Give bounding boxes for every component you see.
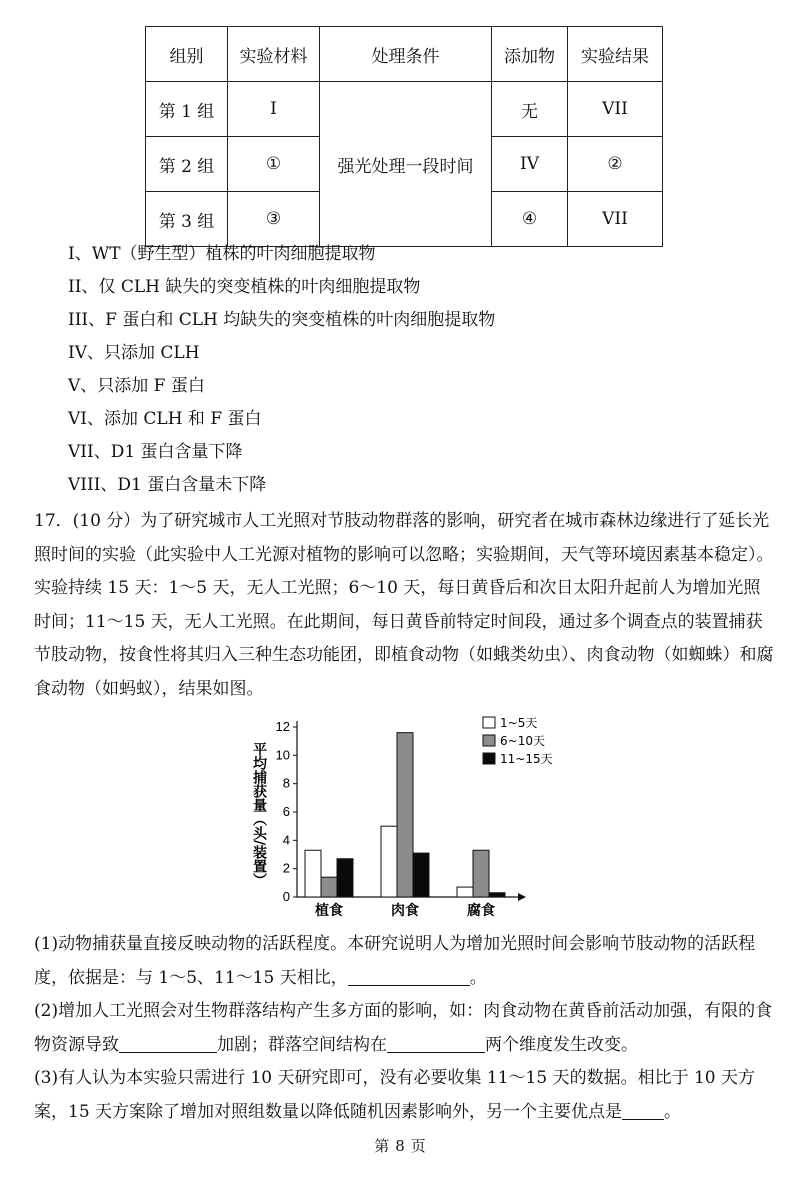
table-row [146, 82, 663, 137]
y-tick-label: 6 [282, 804, 290, 819]
cell-additive: IV [492, 137, 568, 192]
question-17-part-1 [34, 928, 774, 995]
y-axis-label: 平均捕获量（头/装置） [251, 742, 267, 888]
x-tick-label: 腐食 [467, 903, 495, 919]
legend-label: 6~10天 [500, 734, 545, 748]
x-axis-arrow [518, 893, 526, 901]
cell-result: VII [568, 82, 663, 137]
part-3-end: 。 [664, 1101, 682, 1122]
bar-肉食-11~15天 [413, 853, 429, 897]
y-tick-label: 0 [282, 889, 290, 904]
option-item: VIII、D1 蛋白含量未下降 [68, 475, 267, 495]
cell-result: ② [568, 137, 663, 192]
cell-result: VII [568, 192, 663, 247]
cell-material: ③ [228, 192, 320, 247]
legend-label: 11~15天 [500, 752, 553, 766]
part-2-end: 两个维度发生改变。 [485, 1034, 638, 1055]
answer-blank[interactable] [622, 1101, 664, 1120]
cell-group: 第 3 组 [146, 192, 228, 247]
bar-肉食-6~10天 [397, 733, 413, 897]
bar-腐食-6~10天 [473, 850, 489, 897]
part-3-text: (3)有人认为本实验只需进行 10 天研究即可，没有必要收集 11～15 天的数据。相比于 10 天方案，15 天方案除了增加对照组数量以降低随机因素影响外，另一个主要优点是 [34, 1068, 756, 1122]
question-17-part-3 [34, 1062, 774, 1129]
question-17-part-2 [34, 995, 774, 1062]
bar-腐食-11~15天 [489, 893, 505, 897]
y-tick-label: 10 [275, 747, 290, 763]
header-group: 组别 [146, 27, 228, 82]
answer-blank[interactable] [348, 967, 470, 986]
cell-material: I [228, 82, 320, 137]
y-tick-label: 4 [282, 832, 290, 848]
legend-swatch [483, 735, 495, 746]
part-1-end: 。 [469, 967, 487, 988]
option-item: II、仅 CLH 缺失的突变植株的叶肉细胞提取物 [68, 277, 421, 297]
bar-植食-11~15天 [337, 859, 353, 897]
legend-label: 1~5天 [500, 716, 538, 730]
x-tick-label: 肉食 [391, 903, 419, 919]
part-2-mid: 加剧；群落空间结构在 [217, 1034, 387, 1055]
option-item: VII、D1 蛋白含量下降 [68, 442, 243, 462]
answer-blank[interactable] [387, 1034, 485, 1053]
page-number: 8 [395, 1137, 405, 1155]
header-material: 实验材料 [228, 27, 320, 82]
cell-group: 第 1 组 [146, 82, 228, 137]
bar-植食-1~5天 [305, 850, 321, 897]
page-footer [0, 1135, 800, 1156]
bar-腐食-1~5天 [457, 887, 473, 897]
answer-blank[interactable] [119, 1034, 217, 1053]
legend-swatch [483, 717, 495, 728]
y-tick-label: 8 [282, 775, 290, 791]
option-item: IV、只添加 CLH [68, 343, 200, 363]
header-additive: 添加物 [492, 27, 568, 82]
table-header-row [146, 27, 663, 82]
cell-additive: 无 [492, 82, 568, 137]
bar-植食-6~10天 [321, 877, 337, 897]
y-tick-label: 2 [282, 860, 290, 876]
question-17-intro: 17．(10 分）为了研究城市人工光照对节肢动物群落的影响，研究者在城市森林边缘进行了延长光照时间的实验（此实验中人工光源对植物的影响可以忽略；实验期间，天气等环境因素基本稳定）。实验持续 15 天：1～5 天，无人工光照；6～10 天，每日黄昏后和次日太阳升起前人为增加光照时间；11～15 天，无人工光照。在此期间，每日黄昏前特定时间段，通过多个调查点的装置捕获节肢动物，按食性将其归入三种生态功能团，即植食动物（如蛾类幼虫）、肉食动物（如蜘蛛）和腐食动物（如蚂蚁），结果如图。 [34, 511, 774, 699]
cell-material: ① [228, 137, 320, 192]
cell-condition: 强光处理一段时间 [320, 82, 492, 247]
y-tick-label: 12 [275, 719, 290, 734]
option-item: I、WT（野生型）植株的叶肉细胞提取物 [68, 244, 376, 264]
option-item: VI、添加 CLH 和 F 蛋白 [68, 409, 262, 429]
footer-suffix: 页 [410, 1137, 426, 1155]
bar-肉食-1~5天 [381, 826, 397, 897]
cell-additive: ④ [492, 192, 568, 247]
option-item: V、只添加 F 蛋白 [68, 376, 205, 396]
cell-group: 第 2 组 [146, 137, 228, 192]
capture-bar-chart [245, 712, 553, 919]
option-item: III、F 蛋白和 CLH 均缺失的突变植株的叶肉细胞提取物 [68, 310, 496, 330]
legend-swatch [483, 753, 495, 764]
part-2-text: (2)增加人工光照会对生物群落结构产生多方面的影响，如：肉食动物在黄昏前活动加强，有限的食物资源导致 [34, 1001, 773, 1055]
header-result: 实验结果 [568, 27, 663, 82]
header-condition: 处理条件 [320, 27, 492, 82]
experiment-table [145, 26, 663, 247]
options-list [68, 238, 495, 502]
x-tick-label: 植食 [315, 903, 343, 919]
part-1-text: (1)动物捕获量直接反映动物的活跃程度。本研究说明人为增加光照时间会影响节肢动物的活跃程度，依据是：与 1～5、11～15 天相比， [34, 934, 756, 988]
footer-prefix: 第 [374, 1137, 390, 1155]
